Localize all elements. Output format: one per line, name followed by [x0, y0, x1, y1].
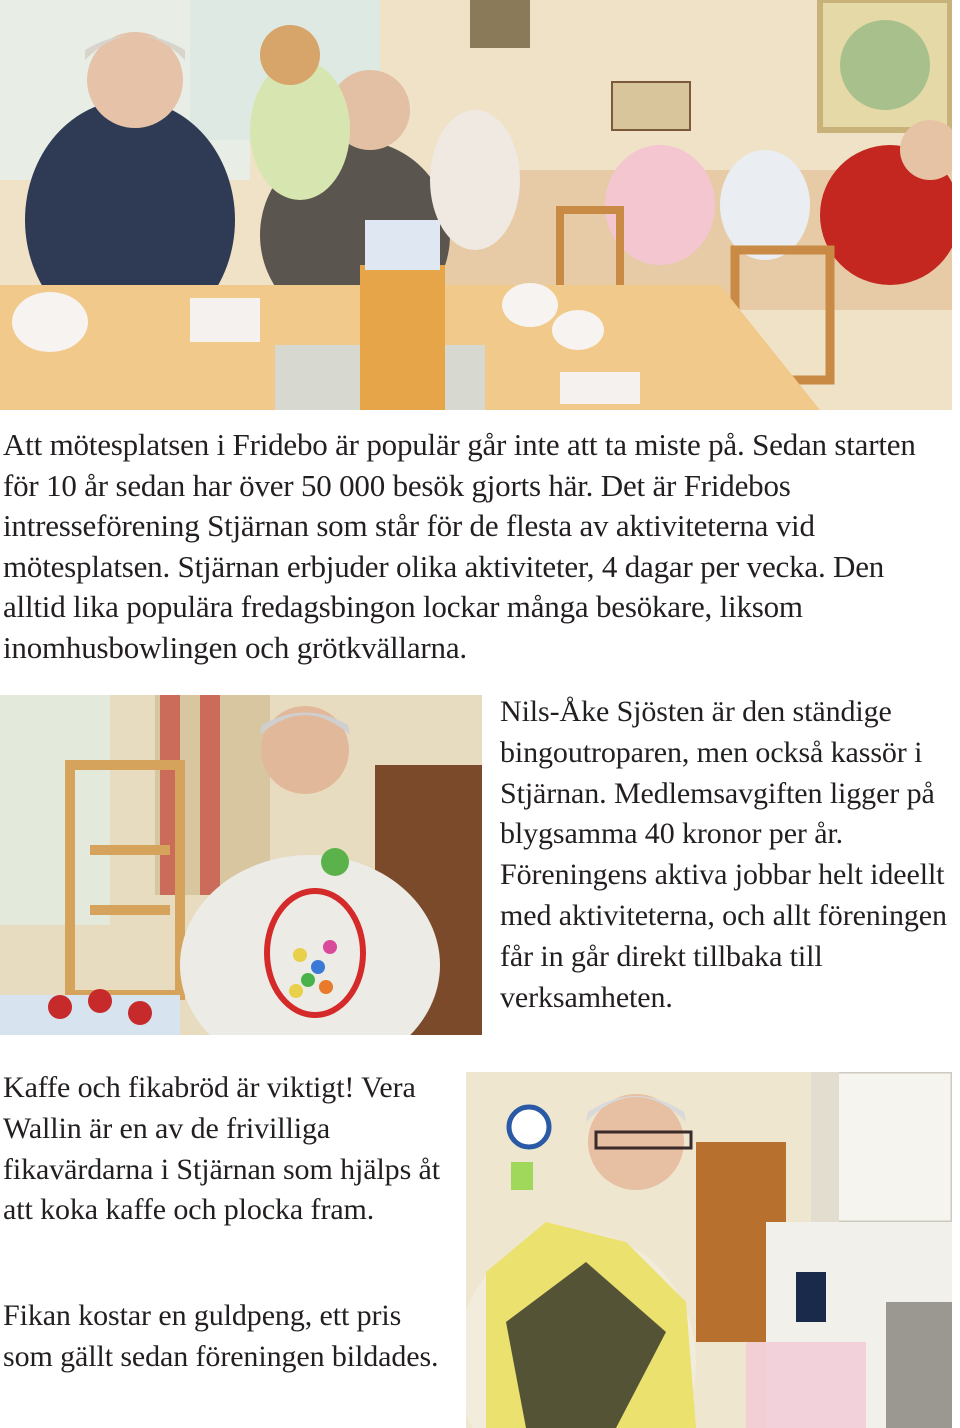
nils-ake-paragraph: Nils-Åke Sjösten är den ständige bingoutroparen, men också kassör i Stjärnan. Medlemsavgiften ligger på blygsamma 40 kronor per år. Föreningens aktiva jobbar helt ideellt med aktiviteterna, och allt föreningen får in går direkt tillbaka till verksamheten. [500, 695, 947, 1014]
photo-icon [466, 1072, 952, 1428]
photo-icon [0, 0, 952, 410]
coffee-host-photo [466, 1072, 952, 1428]
photo-icon [0, 695, 482, 1035]
bingo-caller-photo [0, 695, 482, 1035]
intro-paragraph: Att mötesplatsen i Fridebo är populär går inte att ta miste på. Sedan starten för 10 år sedan har över 50 000 besök gjorts här. Det är Fridebos intresseförening Stjärnan som står för de flesta av aktiviteterna vid mötesplatsen. Stjärnan erbjuder olika aktiviteter, 4 dagar per vecka. Den alltid lika populära fredagsbingon lockar många besökare, liksom inomhusbowlingen och grötkvällarna. [3, 427, 916, 665]
bingo-hall-photo [0, 0, 952, 410]
vera-paragraph: Kaffe och fikabröd är viktigt! Vera Wallin är en av de frivilliga fikavärdarna i Stjärnan som hjälps åt att koka kaffe och plocka fram. [3, 1071, 440, 1227]
price-paragraph: Fikan kostar en guldpeng, ett pris som gällt sedan föreningen bildades. [3, 1299, 439, 1373]
